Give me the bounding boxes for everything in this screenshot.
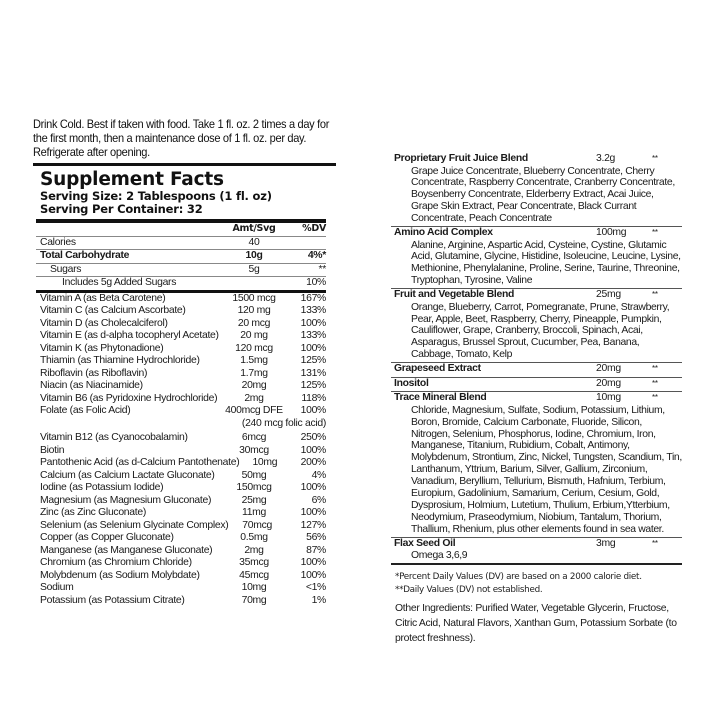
nutrient-name: Sodium xyxy=(40,582,74,593)
table-row: Sugars 5g ** xyxy=(36,264,326,278)
nutrient-name: Niacin (as Niacinamide) xyxy=(40,380,143,391)
blend-ingredients: Orange, Blueberry, Carrot, Pomegranate, Prune, Strawberry, Pear, Apple, Beet, Raspberry, Cherry, Pineapple, Pumpkin, Cauliflower, Grape, Cranberry, Broccoli, Spinach, Acai, Asparagus, Brussel Sprout, Cucumber, Pea, Banana, Cabbage, Tomato, Kelp xyxy=(411,301,670,361)
nutrient-amount: 2mg xyxy=(244,544,264,556)
blend-name: Grapeseed Extract xyxy=(394,363,481,375)
nutrient-amount: 1.7mg xyxy=(240,367,268,379)
table-header xyxy=(36,223,326,237)
nutrient-amount: 70mcg xyxy=(242,519,272,531)
nutrient-dv: 4% xyxy=(311,469,326,481)
table-row xyxy=(36,393,326,406)
nutrient-name: Copper (as Copper Gluconate) xyxy=(40,532,174,543)
table-row: Includes 5g Added Sugars 10% xyxy=(62,277,326,288)
blend-item xyxy=(391,153,682,227)
nutrient-amount: 20 mcg xyxy=(237,317,271,329)
blend-name: Fruit and Vegetable Blend xyxy=(394,289,515,301)
nutrients-list xyxy=(36,432,326,607)
nutrient-dv: 100% xyxy=(300,444,326,456)
blend-amount: 20mg xyxy=(596,377,621,389)
other-ingredients: Other Ingredients: Purified Water, Vegetable Glycerin, Fructose, Citric Acid, Natural Flavors, Xanthan Gum, Potassium Sorbate (to protect freshness). xyxy=(395,603,677,644)
directions-text: Drink Cold. Best if taken with food. Take 1 fl. oz. 2 times a day for the first month, then a maintenance dose of 1 fl. oz. per day. Refrigerate after opening. xyxy=(33,117,330,159)
blend-name: Inositol xyxy=(394,377,429,389)
blend-amount: 20mg xyxy=(596,363,621,375)
supplement-facts-title: Supplement Facts xyxy=(40,169,224,190)
nutrients-list xyxy=(36,293,326,418)
table-row xyxy=(36,380,326,393)
nutrient-amount: 1.5mg xyxy=(240,355,268,366)
blend-dv: ** xyxy=(652,538,658,548)
blend-item xyxy=(391,289,682,363)
table-row xyxy=(36,330,326,343)
divider xyxy=(33,163,336,166)
nutrient-name: Vitamin D (as Cholecalciferol) xyxy=(40,317,168,329)
nutrient-dv: 1% xyxy=(311,594,326,606)
nutrient-amount: 50mg xyxy=(241,469,267,481)
nutrient-dv: 133% xyxy=(300,305,326,316)
nutrient-name: Potassium (as Potassium Citrate) xyxy=(40,594,185,606)
blends-panel xyxy=(391,153,682,565)
nutrient-amount: 35mcg xyxy=(239,557,269,568)
blend-item xyxy=(391,392,682,537)
nutrient-dv: 100% xyxy=(300,342,326,354)
blend-amount: 10mg xyxy=(596,392,621,404)
blend-amount: 3.2g xyxy=(596,153,616,164)
blend-item xyxy=(391,378,682,393)
blend-name: Amino Acid Complex xyxy=(394,227,493,239)
table-row: Total Carbohydrate 10g 4%* xyxy=(36,250,326,264)
nutrient-name: Zinc (as Zinc Gluconate) xyxy=(40,507,146,518)
nutrient-name: Folate (as Folic Acid) xyxy=(40,405,131,416)
nutrient-dv: 100% xyxy=(300,507,326,518)
table-row xyxy=(36,457,326,470)
nutrient-dv: 100% xyxy=(300,557,326,568)
nutrient-name: Molybdenum (as Sodium Molybdate) xyxy=(40,569,200,581)
nutrient-amount: 10mg xyxy=(252,457,278,468)
nutrient-amount: 30mcg xyxy=(239,444,269,456)
blend-dv: ** xyxy=(652,364,658,374)
serving-size: Serving Size: 2 Tablespoons (1 fl. oz) xyxy=(40,189,272,203)
nutrient-amount: 20 mg xyxy=(240,330,268,341)
nutrient-amount: 10mg xyxy=(241,582,267,593)
table-row xyxy=(36,368,326,381)
supplement-facts-panel xyxy=(33,117,330,607)
table-row xyxy=(36,445,326,458)
table-row xyxy=(36,318,326,331)
footnote-dv-not-established: **Daily Values (DV) not established. xyxy=(395,585,543,595)
blend-name: Flax Seed Oil xyxy=(394,537,456,549)
nutrient-amount: 150mcg xyxy=(236,482,272,493)
nutrient-amount: 6mcg xyxy=(241,432,267,443)
table-row xyxy=(36,520,326,533)
nutrient-name: Chromium (as Chromium Chloride) xyxy=(40,557,192,568)
table-row xyxy=(36,293,326,306)
table-row xyxy=(36,582,326,595)
nutrient-dv: 250% xyxy=(300,432,326,443)
blend-amount: 25mg xyxy=(596,289,621,301)
table-row xyxy=(36,495,326,508)
facts-table xyxy=(36,223,326,290)
nutrient-name: Vitamin C (as Calcium Ascorbate) xyxy=(40,305,186,316)
blend-ingredients: Grape Juice Concentrate, Blueberry Concentrate, Cherry Concentrate, Raspberry Concentrate, Cranberry Concentrate, Boysenberry Concentrate, Elderberry Extract, Acai Juice, Grape Skin Extract, Pear Concentrate, Black Currant Concentrate, Peach Concentrate xyxy=(411,165,675,225)
table-row xyxy=(36,595,326,608)
blend-ingredients: Alanine, Arginine, Aspartic Acid, Cysteine, Cystine, Glutamic Acid, Glutamine, Glycine, Histidine, Isoleucine, Leucine, Lysine, Methionine, Phenylalanine, Proline, Serine, Taurine, Threonine, Tryptophan, Tyrosine, Valine xyxy=(411,239,681,287)
nutrient-name: Magnesium (as Magnesium Gluconate) xyxy=(40,494,212,506)
nutrient-amount: 120 mg xyxy=(237,305,271,316)
blend-ingredients: Chloride, Magnesium, Sulfate, Sodium, Potassium, Lithium, Boron, Bromide, Calcium Carbonate, Fluoride, Silicon, Nitrogen, Selenium, Phosphorus, Iodine, Chromium, Iron, Manganese, Titanium, Rubidium, Cobalt, Antimony, Molybdenum, Strontium, Zinc, Nickel, Tungsten, Scandium, Tin, Lanthanum, Yttrium, Barium, Silver, Gallium, Zirconium, Vanadium, Beryllium, Tellurium, Bismuth, Hafnium, Terbium, Europium, Gadolinium, Samarium, Cerium, Cesium, Gold, Dysprosium, Holmium, Lutetium, Thulium, Erbium,Ytterbium, Neodymium, Praseodymium, Niobium, Tantalum, Thorium, Thallium, Rhenium, plus other elements found in sea water. xyxy=(411,404,682,535)
blend-item xyxy=(391,363,682,378)
table-row xyxy=(36,355,326,368)
table-row xyxy=(36,343,326,356)
folate-note-row xyxy=(36,418,326,431)
nutrient-name: Selenium (as Selenium Glycinate Complex) xyxy=(40,519,229,531)
nutrient-name: Riboflavin (as Riboflavin) xyxy=(40,367,148,379)
nutrient-name: Biotin xyxy=(40,444,65,456)
nutrient-amount: 11mg xyxy=(241,507,267,518)
blend-ingredients: Omega 3,6,9 xyxy=(411,550,468,562)
nutrient-name: Vitamin E (as d-alpha tocopheryl Acetate) xyxy=(40,330,219,341)
nutrient-amount: 1500 mcg xyxy=(232,292,276,304)
nutrient-name: Iodine (as Potassium Iodide) xyxy=(40,482,164,493)
nutrient-dv: 56% xyxy=(306,532,326,543)
nutrient-dv: 100% xyxy=(300,317,326,329)
blend-dv: ** xyxy=(652,290,658,300)
blend-item xyxy=(391,227,682,289)
table-row xyxy=(36,305,326,318)
nutrient-dv: 125% xyxy=(300,355,326,366)
nutrient-amount: 70mg xyxy=(241,594,267,606)
table-row xyxy=(36,557,326,570)
nutrient-dv: 125% xyxy=(300,380,326,391)
blend-name: Trace Mineral Blend xyxy=(394,392,487,404)
footnote-dv-basis: *Percent Daily Values (DV) are based on a 2000 calorie diet. xyxy=(395,572,642,582)
nutrient-dv: 87% xyxy=(306,544,326,556)
nutrient-dv: 118% xyxy=(301,392,326,404)
table-row xyxy=(36,405,326,418)
nutrient-name: Thiamin (as Thiamine Hydrochloride) xyxy=(40,355,200,366)
table-row xyxy=(36,507,326,520)
blend-dv: ** xyxy=(652,393,658,403)
nutrient-dv: 131% xyxy=(300,367,326,379)
nutrient-dv: 167% xyxy=(300,292,326,304)
nutrient-name: Vitamin K (as Phytonadione) xyxy=(40,342,164,354)
nutrient-amount: 400mcg DFE xyxy=(225,405,283,416)
blend-dv: ** xyxy=(652,154,658,163)
nutrient-name: Pantothenic Acid (as d-Calcium Pantothenate) xyxy=(40,457,240,468)
header-amount: Amt/Svg xyxy=(232,223,276,234)
table-row xyxy=(36,570,326,583)
nutrient-amount: 2mg xyxy=(244,392,264,404)
nutrient-dv: 127% xyxy=(300,519,326,531)
nutrient-name: Vitamin B12 (as Cyanocobalamin) xyxy=(40,432,188,443)
nutrient-name: Vitamin A (as Beta Carotene) xyxy=(40,292,166,304)
nutrient-dv: 100% xyxy=(300,482,326,493)
table-row: Calories 40 xyxy=(36,237,326,251)
nutrient-amount: 25mg xyxy=(241,494,267,506)
nutrient-dv: 100% xyxy=(300,569,326,581)
nutrient-amount: 0.5mg xyxy=(240,532,268,543)
nutrient-amount: 20mg xyxy=(241,380,267,391)
table-row xyxy=(36,545,326,558)
nutrient-amount: 120 mcg xyxy=(235,342,273,354)
nutrient-dv: 200% xyxy=(300,457,326,468)
nutrient-name: Manganese (as Manganese Gluconate) xyxy=(40,544,213,556)
nutrient-name: Vitamin B6 (as Pyridoxine Hydrochloride) xyxy=(40,392,218,404)
blend-amount: 100mg xyxy=(596,227,627,239)
nutrient-dv: 6% xyxy=(311,494,326,506)
table-row xyxy=(36,482,326,495)
blend-name: Proprietary Fruit Juice Blend xyxy=(394,153,528,164)
nutrient-dv: 100% xyxy=(300,405,326,416)
table-row xyxy=(36,432,326,445)
blend-dv: ** xyxy=(652,228,658,238)
nutrient-dv: 133% xyxy=(300,330,326,341)
table-row xyxy=(36,470,326,483)
blend-amount: 3mg xyxy=(596,537,616,549)
nutrient-dv: <1% xyxy=(305,582,326,593)
table-row xyxy=(36,532,326,545)
footnotes xyxy=(391,565,686,646)
folate-note: (240 mcg folic acid) xyxy=(241,417,326,429)
blend-item xyxy=(391,538,682,565)
nutrient-amount: 45mcg xyxy=(239,569,269,581)
header-dv: %DV xyxy=(302,223,326,234)
servings-per-container: Serving Per Container: 32 xyxy=(40,202,203,216)
blend-dv: ** xyxy=(652,378,658,388)
nutrient-name: Calcium (as Calcium Lactate Gluconate) xyxy=(40,469,215,481)
